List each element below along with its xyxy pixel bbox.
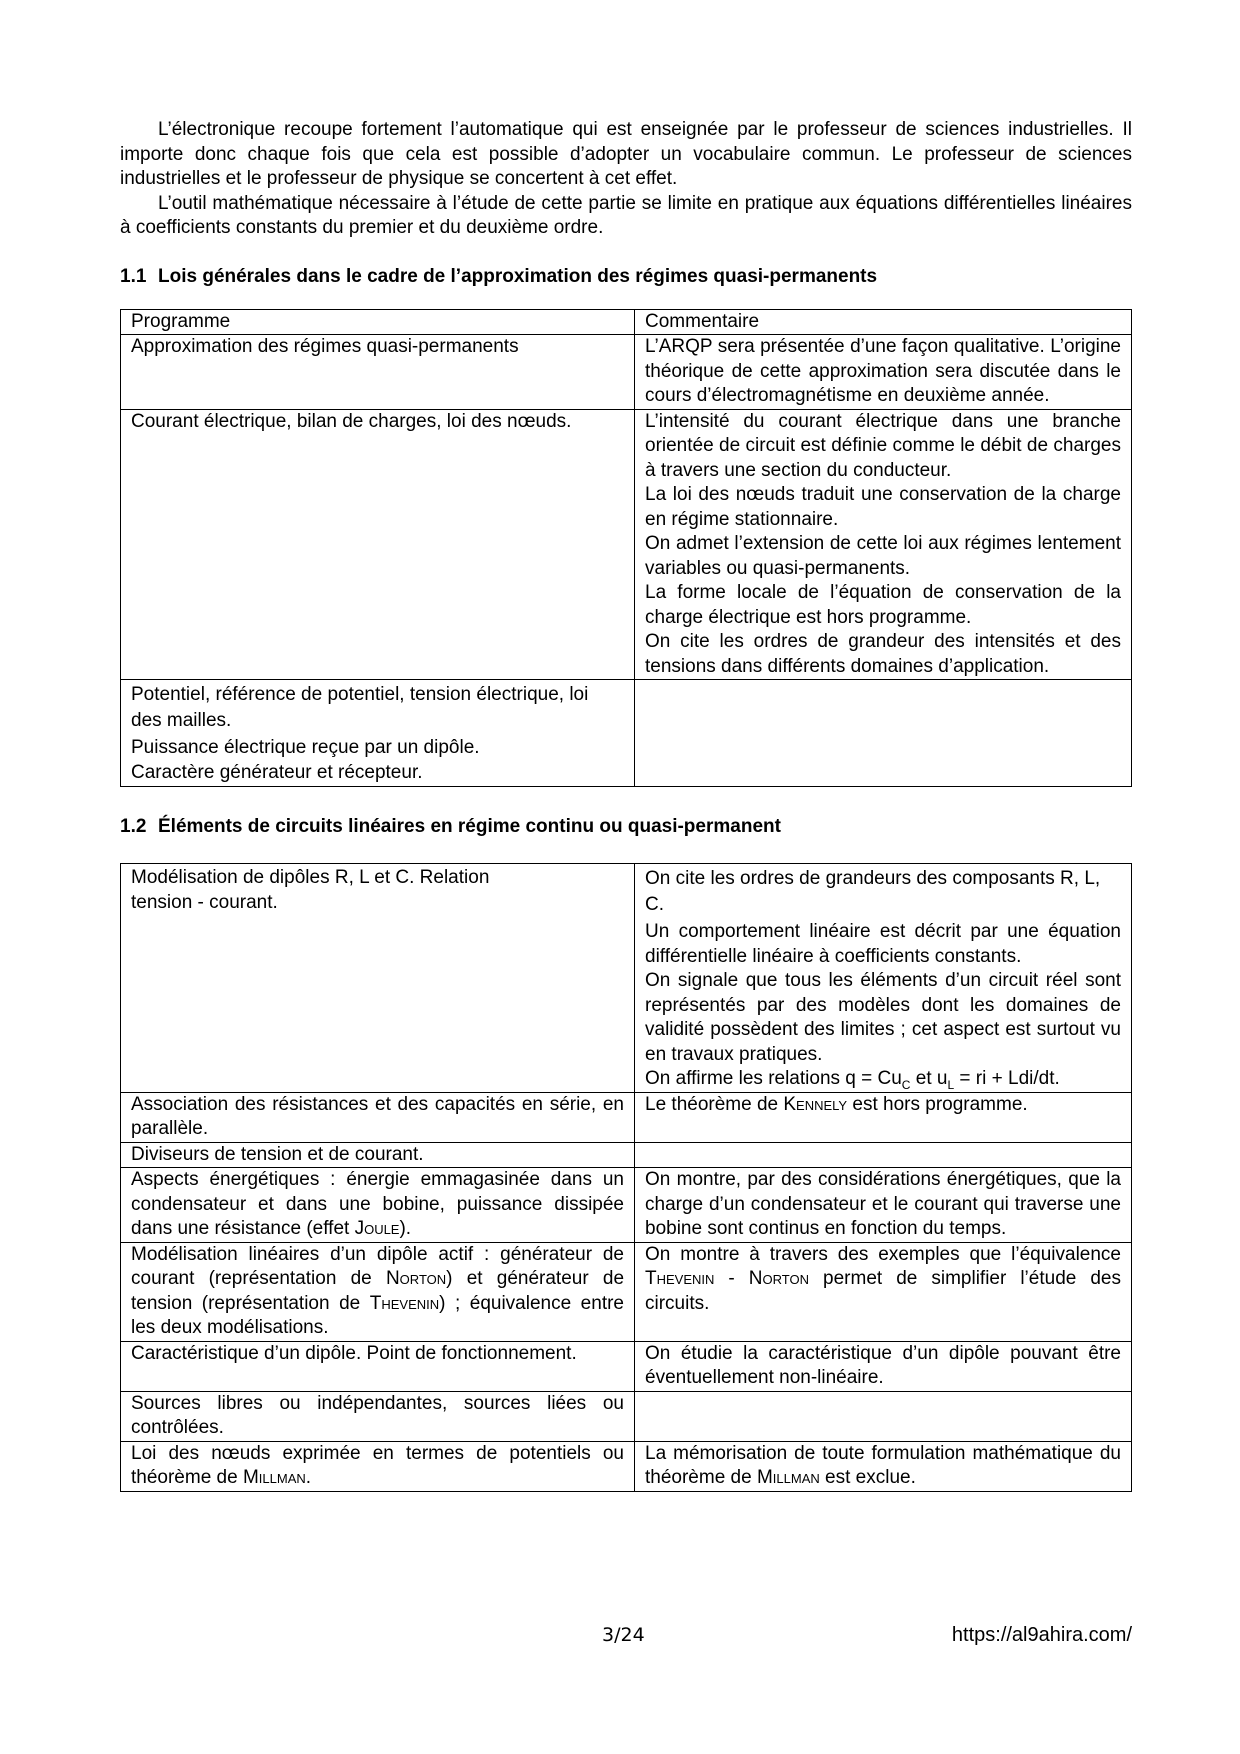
programme-cell: Approximation des régimes quasi-permanents xyxy=(131,336,519,357)
table-row xyxy=(121,1391,1132,1441)
table-row xyxy=(121,1168,1132,1243)
table-header-row xyxy=(121,309,1132,335)
empty-commentaire-cell xyxy=(635,1142,1132,1168)
table-row xyxy=(121,1142,1132,1168)
commentaire-cell: L’ARQP sera présentée d’une façon qualitative. L’origine théorique de cette approximation sera discutée dans le cours d’électromagnétisme en deuxième année. xyxy=(645,336,1121,406)
commentaire-line: Un comportement linéaire est décrit par une équation différentielle linéaire à coefficients constants. xyxy=(645,921,1121,967)
programme-cell: Aspects énergétiques : énergie emmagasinée dans un condensateur et dans une bobine, puissance dissipée dans une résistance (effet Joule). xyxy=(121,1168,635,1243)
programme-cell: Loi des nœuds exprimée en termes de potentiels ou théorème de Millman. xyxy=(121,1441,635,1491)
programme-line: Puissance électrique reçue par un dipôle. xyxy=(131,737,480,758)
empty-commentaire-cell xyxy=(635,1391,1132,1441)
section-1-2-heading xyxy=(120,815,1132,839)
programme-table-1 xyxy=(120,309,1132,788)
programme-line: Caractère générateur et récepteur. xyxy=(131,761,423,783)
scientist-name: Norton xyxy=(385,1268,447,1289)
document-page xyxy=(120,118,1132,1492)
table-row xyxy=(121,409,1132,680)
table-row xyxy=(121,335,1132,410)
website-url: https://al9ahira.com/ xyxy=(951,1624,1132,1646)
table-row xyxy=(121,1092,1132,1142)
table-row xyxy=(121,1242,1132,1341)
empty-commentaire-cell xyxy=(635,680,1132,787)
commentaire-line: On admet l’extension de cette loi aux régimes lentement variables ou quasi-permanents. xyxy=(645,533,1121,579)
programme-cell: Caractéristique d’un dipôle. Point de fonctionnement. xyxy=(121,1341,635,1391)
commentaire-line: On cite les ordres de grandeurs des composants R, L, C. xyxy=(645,868,1101,915)
commentaire-cell: La mémorisation de toute formulation mathématique du théorème de Millman est exclue. xyxy=(635,1441,1132,1491)
programme-table-2 xyxy=(120,863,1132,1492)
programme-cell: Sources libres ou indépendantes, sources liées ou contrôlées. xyxy=(121,1391,635,1441)
programme-cell: Association des résistances et des capacités en série, en parallèle. xyxy=(121,1092,635,1142)
page-number: 3/24 xyxy=(602,1624,645,1646)
intro-paragraph-1: L’électronique recoupe fortement l’automatique qui est enseignée par le professeur de sciences industrielles. Il importe donc chaque fois que cela est possible d’adopter un vocabulaire commun. Le professeur de sciences industrielles et le professeur de physique se concertent à cet effet. xyxy=(120,119,1132,189)
commentaire-cell: On montre, par des considérations énergétiques, que la charge d’un condensateur et le courant qui traverse une bobine sont continus en fonction du temps. xyxy=(635,1168,1132,1243)
commentaire-cell: Le théorème de Kennely est hors programme. xyxy=(635,1092,1132,1142)
header-programme: Programme xyxy=(121,309,635,335)
commentaire-cell: On étudie la caractéristique d’un dipôle pouvant être éventuellement non-linéaire. xyxy=(635,1341,1132,1391)
scientist-name: Thevenin xyxy=(369,1292,440,1314)
section-title: Lois générales dans le cadre de l’approximation des régimes quasi-permanents xyxy=(158,265,878,287)
programme-cell: Modélisation de dipôles R, L et C. Relation tension - courant. xyxy=(131,867,490,913)
commentaire-line: La loi des nœuds traduit une conservation de la charge en régime stationnaire. xyxy=(645,484,1121,530)
commentaire-cell: On montre à travers des exemples que l’équivalence Thevenin - Norton permet de simplifier l’étude des circuits. xyxy=(635,1242,1132,1341)
scientist-name: Millman xyxy=(756,1467,820,1488)
table-row xyxy=(121,1441,1132,1491)
scientist-name: Kennely xyxy=(783,1093,848,1115)
intro-paragraph-2: L’outil mathématique nécessaire à l’étude de cette partie se limite en pratique aux équations différentielles linéaires à coefficients constants du premier et du deuxième ordre. xyxy=(120,192,1132,238)
section-1-1-heading xyxy=(120,265,1132,289)
table-row xyxy=(121,1341,1132,1391)
scientist-name: Norton xyxy=(748,1268,809,1289)
header-commentaire: Commentaire xyxy=(635,309,1132,335)
commentaire-line: On cite les ordres de grandeur des intensités et des tensions dans différents domaines d’application. xyxy=(645,631,1121,677)
table-row xyxy=(121,680,1132,787)
section-number: 1.2 xyxy=(120,816,147,837)
programme-line: Potentiel, référence de potentiel, tension électrique, loi des mailles. xyxy=(131,684,589,731)
section-number: 1.1 xyxy=(120,265,147,287)
scientist-name: Thevenin xyxy=(645,1268,715,1289)
commentaire-line: L’intensité du courant électrique dans une branche orientée de circuit est définie comme le débit de charges à travers une section du conducteur. xyxy=(645,410,1121,481)
commentaire-line: La forme locale de l’équation de conservation de la charge électrique est hors programme. xyxy=(645,582,1121,628)
commentaire-line: On affirme les relations $q = Cu_C$ et $u_L$ = ri + Ldi/dt. xyxy=(645,1068,1060,1092)
commentaire-line: On signale que tous les éléments d’un circuit réel sont représentés par des modèles dont les domaines de validité possèdent des limites ; cet aspect est surtout vu en travaux pratiques. xyxy=(645,970,1121,1065)
programme-cell: Modélisation linéaires d’un dipôle actif : générateur de courant (représentation de Norton) et générateur de tension (représentation de Thevenin) ; équivalence entre les deux modélisations. xyxy=(121,1242,635,1341)
scientist-name: Millman xyxy=(242,1467,306,1488)
scientist-name: Joule xyxy=(354,1218,400,1239)
section-title: Éléments de circuits linéaires en régime continu ou quasi-permanent xyxy=(158,816,781,837)
programme-cell: Diviseurs de tension et de courant. xyxy=(121,1142,635,1168)
table-row xyxy=(121,864,1132,1093)
programme-cell: Courant électrique, bilan de charges, loi des nœuds. xyxy=(131,410,572,432)
